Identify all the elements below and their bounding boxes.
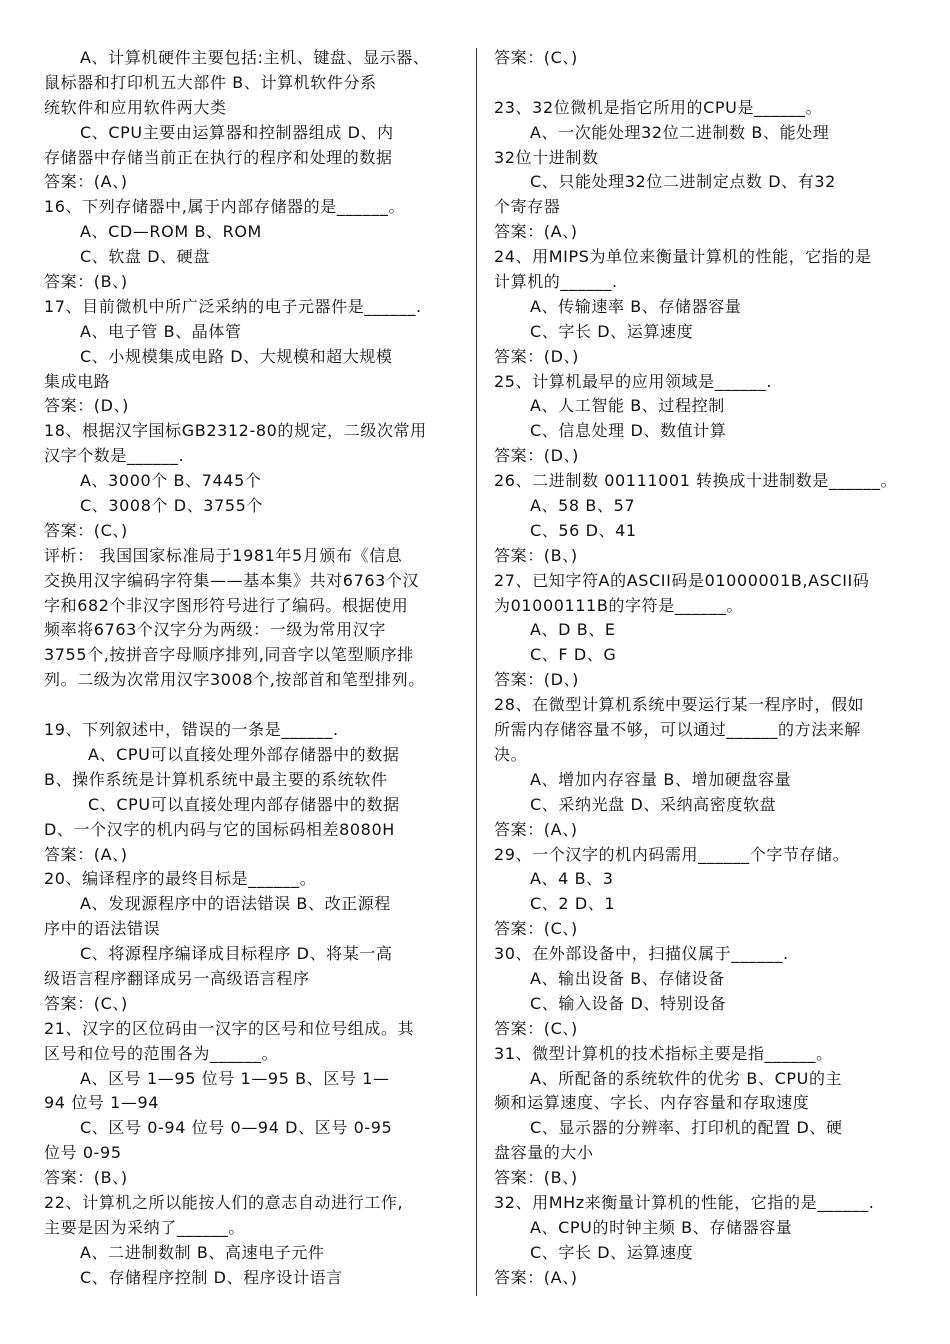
text-line: A、CD—ROM B、ROM — [80, 222, 262, 242]
text-line: 交换用汉字编码字符集——基本集》共对6763个汉 — [44, 570, 420, 590]
text-line: A、人工智能 B、过程控制 — [530, 396, 725, 416]
text-line: C、区号 0-94 位号 0—94 D、区号 0-95 — [80, 1118, 393, 1138]
text-line: C、显示器的分辨率、打印机的配置 D、硬 — [530, 1118, 843, 1138]
text-line: 位号 0-95 — [44, 1143, 122, 1163]
text-line: C、只能处理32位二进制定点数 D、有32 — [530, 172, 836, 192]
text-line: 答案：(C、) — [44, 520, 128, 540]
text-line: C、存储程序控制 D、程序设计语言 — [80, 1267, 343, 1287]
text-line: C、2 D、1 — [530, 894, 616, 914]
column-divider — [476, 48, 477, 1296]
text-line: 24、用MIPS为单位来衡量计算机的性能，它指的是 — [494, 247, 872, 267]
text-line: A、二进制数制 B、高速电子元件 — [80, 1242, 325, 1262]
text-line: 答案：(A、) — [44, 844, 128, 864]
text-line: 30、在外部设备中，扫描仪属于______. — [494, 944, 789, 964]
text-line: 答案：(C、) — [44, 993, 128, 1013]
text-line: A、电子管 B、晶体管 — [80, 321, 242, 341]
text-line: 答案：(A、) — [494, 1267, 578, 1287]
text-line: C、输入设备 D、特别设备 — [530, 993, 727, 1013]
text-line: 16、下列存储器中,属于内部存储器的是______。 — [44, 197, 406, 217]
text-line: C、信息处理 D、数值计算 — [530, 421, 727, 441]
text-line: 18、根据汉字国标GB2312-80的规定，二级次常用 — [44, 421, 427, 441]
text-line: A、CPU可以直接处理外部存储器中的数据 — [88, 744, 400, 764]
text-line: 频和运算速度、字长、内存容量和存取速度 — [494, 1093, 810, 1113]
text-line: C、56 D、41 — [530, 520, 637, 540]
text-line: C、CPU主要由运算器和控制器组成 D、内 — [80, 122, 394, 142]
text-line: A、3000个 B、7445个 — [80, 471, 262, 491]
text-line: 3755个,按拼音字母顺序排列,同音字以笔型顺序排 — [44, 645, 414, 665]
text-line: A、CPU的时钟主频 B、存储器容量 — [530, 1217, 793, 1237]
text-line: 答案：(A、) — [44, 172, 128, 192]
text-line: C、小规模集成电路 D、大规模和超大规模 — [80, 346, 393, 366]
text-line: C、字长 D、运算速度 — [530, 321, 694, 341]
text-line: A、一次能处理32位二进制数 B、能处理 — [530, 122, 830, 142]
text-line: 32、用MHz来衡量计算机的性能，它指的是______. — [494, 1192, 875, 1212]
text-line — [494, 71, 906, 96]
text-line: 统软件和应用软件两大类 — [44, 97, 227, 117]
text-line: A、D B、E — [530, 620, 616, 640]
text-line: B、操作系统是计算机系统中最主要的系统软件 — [44, 769, 388, 789]
text-line: 28、在微型计算机系统中要运行某一程序时，假如 — [494, 695, 865, 715]
text-line: A、所配备的系统软件的优劣 B、CPU的主 — [530, 1068, 843, 1088]
text-line: A、传输速率 B、存储器容量 — [530, 296, 742, 316]
text-line: C、采纳光盘 D、采纳高密度软盘 — [530, 794, 777, 814]
text-line: 答案：(D、) — [494, 670, 580, 690]
text-line: 26、二进制数 00111001 转换成十进制数是______。 — [494, 471, 898, 491]
text-line: C、F D、G — [530, 645, 617, 665]
text-line: 区号和位号的范围各为______。 — [44, 1043, 279, 1063]
left-column — [44, 46, 462, 1291]
text-line: 29、一个汉字的机内码需用______个字节存储。 — [494, 844, 850, 864]
text-line: 答案：(D、) — [494, 446, 580, 466]
text-line: A、区号 1—95 位号 1—95 B、区号 1— — [80, 1068, 390, 1088]
text-line: 计算机的______. — [494, 272, 618, 292]
text-line: 集成电路 — [44, 371, 111, 391]
text-line: 23、32位微机是指它所用的CPU是______。 — [494, 97, 823, 117]
text-line: 31、微型计算机的技术指标主要是指______。 — [494, 1043, 833, 1063]
right-column — [494, 46, 906, 1291]
text-line: 汉字个数是______. — [44, 446, 185, 466]
text-line: 20、编译程序的最终目标是______。 — [44, 869, 317, 889]
text-line: 级语言程序翻译成另一高级语言程序 — [44, 968, 310, 988]
text-line: 答案：(A、) — [494, 222, 578, 242]
text-line: 答案：(B、) — [494, 545, 578, 565]
text-line: 94 位号 1—94 — [44, 1093, 160, 1113]
text-line: A、58 B、57 — [530, 496, 636, 516]
text-line: D、一个汉字的机内码与它的国标码相差8080H — [44, 819, 395, 839]
text-line: 序中的语法错误 — [44, 919, 161, 939]
text-line: A、发现源程序中的语法错误 B、改正源程 — [80, 894, 392, 914]
text-line: C、3008个 D、3755个 — [80, 496, 264, 516]
text-line: 答案：(C、) — [494, 48, 578, 67]
text-line: 32位十进制数 — [494, 147, 599, 167]
text-line: 答案：(C、) — [494, 1018, 578, 1038]
text-line: 答案：(D、) — [44, 396, 130, 416]
text-line: 答案：(D、) — [494, 346, 580, 366]
text-line: A、增加内存容量 B、增加硬盘容量 — [530, 769, 792, 789]
text-line: 存储器中存储当前正在执行的程序和处理的数据 — [44, 147, 393, 167]
text-line: 主要是因为采纳了______。 — [44, 1217, 246, 1237]
text-line: C、将源程序编译成目标程序 D、将某一高 — [80, 944, 393, 964]
text-line: 列。二级为次常用汉字3008个,按部首和笔型排列。 — [44, 670, 425, 690]
text-line: 21、汉字的区位码由一汉字的区号和位号组成。其 — [44, 1018, 415, 1038]
text-line — [44, 693, 462, 718]
text-line: 27、已知字符A的ASCII码是01000001B,ASCII码 — [494, 570, 870, 590]
text-line: A、计算机硬件主要包括:主机、键盘、显示器、 — [80, 48, 430, 67]
text-line: 字和682个非汉字图形符号进行了编码。根据使用 — [44, 595, 409, 615]
text-line: 决。 — [494, 744, 528, 764]
text-line: 答案：(B、) — [494, 1168, 578, 1188]
text-line: 评析： 我国国家标准局于1981年5月颁布《信息 — [44, 545, 403, 565]
text-line: 答案：(C、) — [494, 919, 578, 939]
text-line: 鼠标器和打印机五大部件 B、计算机软件分系 — [44, 72, 377, 92]
text-line: 25、计算机最早的应用领域是______. — [494, 371, 773, 391]
text-line: A、4 B、3 — [530, 869, 614, 889]
text-line: 答案：(B、) — [44, 1168, 128, 1188]
text-line: 22、计算机之所以能按人们的意志自动进行工作, — [44, 1192, 404, 1212]
text-line: 盘容量的大小 — [494, 1143, 594, 1163]
text-line: 所需内存储容量不够，可以通过______的方法来解 — [494, 720, 862, 740]
text-line: 17、目前微机中所广泛采纳的电子元器件是______. — [44, 296, 422, 316]
text-line: 频率将6763个汉字分为两级：一级为常用汉字 — [44, 620, 386, 640]
text-line: C、字长 D、运算速度 — [530, 1242, 694, 1262]
text-line: C、软盘 D、硬盘 — [80, 247, 210, 267]
text-line: 答案：(A、) — [494, 819, 578, 839]
text-line: C、CPU可以直接处理内部存储器中的数据 — [88, 794, 400, 814]
text-line: 19、下列叙述中，错误的一条是______. — [44, 720, 339, 740]
text-line: 为01000111B的字符是______。 — [494, 595, 744, 615]
text-line: 答案：(B、) — [44, 272, 128, 292]
text-line: A、输出设备 B、存储设备 — [530, 968, 725, 988]
text-line: 个寄存器 — [494, 197, 561, 217]
